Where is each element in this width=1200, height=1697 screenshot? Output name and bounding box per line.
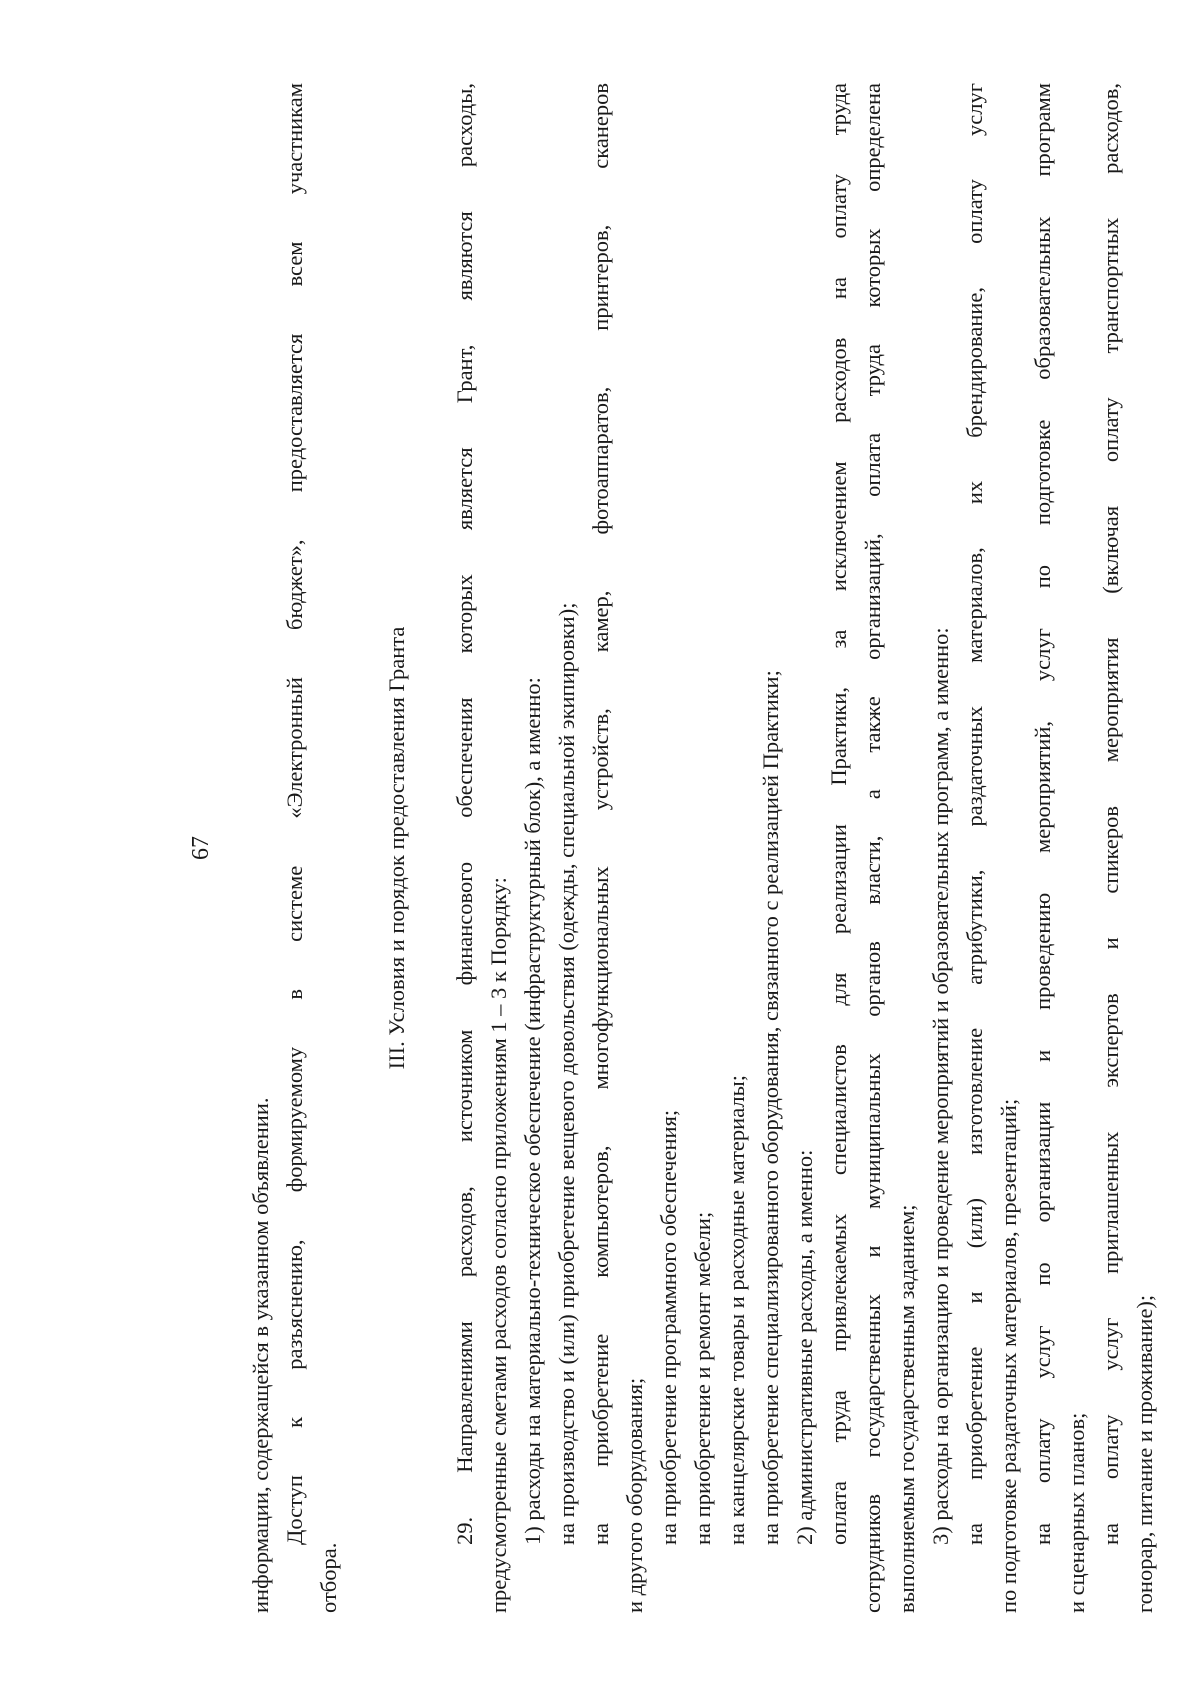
text-line: на приобретение программного обеспечения;: [656, 1109, 681, 1545]
text-line: гонорар, питание и проживание);: [1132, 1294, 1157, 1613]
text-line: на приобретение и (или) изготовление атрибутики, раздаточных материалов, их брендирование, оплату услуг: [962, 83, 987, 1545]
text-line: на производство и (или) приобретение вещевого довольствия (одежды, специальной экипировки);: [554, 602, 579, 1545]
text-line: 29. Направлениями расходов, источником финансового обеспечения которых является Грант, являются расходы,: [452, 83, 477, 1545]
document-page: [184, 83, 1157, 1613]
access-line-2: отбора.: [316, 1542, 341, 1613]
text-line: по подготовке раздаточных материалов, презентаций;: [996, 1098, 1021, 1613]
text-line: на канцелярские товары и расходные материалы;: [724, 1075, 749, 1545]
text-line: на приобретение специализированного оборудования, связанного с реализацией Практики;: [758, 670, 783, 1545]
text-line: 1) расходы на материально-техническое обеспечение (инфраструктурный блок), а именно:: [520, 677, 545, 1545]
intro-paragraph: [244, 83, 278, 1613]
section-heading: III. Условия и порядок предоставления Гранта: [384, 626, 409, 1070]
page-number: 67: [188, 836, 214, 860]
text-line: сотрудников государственных и муниципальных органов власти, а также организаций, оплата труда которых определена: [860, 83, 885, 1613]
section-body: [448, 83, 1162, 1613]
text-line: и сценарных планов;: [1064, 1412, 1089, 1613]
text-line: оплата труда привлекаемых специалистов для реализации Практики, за исключением расходов на оплату труда: [826, 83, 851, 1545]
text-line: на приобретение и ремонт мебели;: [690, 1211, 715, 1545]
access-paragraph: [278, 83, 346, 1613]
intro-line: информации, содержащейся в указанном объявлении.: [248, 1097, 273, 1613]
text-line: 2) административные расходы, а именно:: [792, 1149, 817, 1545]
text-line: выполняемым государственным заданием;: [894, 1204, 919, 1613]
text-line: предусмотренные сметами расходов согласно приложениям 1 – 3 к Порядку:: [486, 877, 511, 1613]
access-line-1: Доступ к разъяснению, формируемому в системе «Электронный бюджет», предоставляется всем участникам: [282, 83, 307, 1545]
text-line: и другого оборудования;: [622, 1377, 647, 1613]
text-line: 3) расходы на организацию и проведение мероприятий и образовательных программ, а именно:: [928, 627, 953, 1545]
text-line: на оплату услуг приглашенных экспертов и спикеров мероприятия (включая оплату транспортных расходов,: [1098, 83, 1123, 1545]
text-line: на приобретение компьютеров, многофункциональных устройств, камер, фотоаппаратов, принтеров, сканеров: [588, 83, 613, 1545]
text-line: на оплату услуг по организации и проведению мероприятий, услуг по подготовке образовательных программ: [1030, 83, 1055, 1545]
